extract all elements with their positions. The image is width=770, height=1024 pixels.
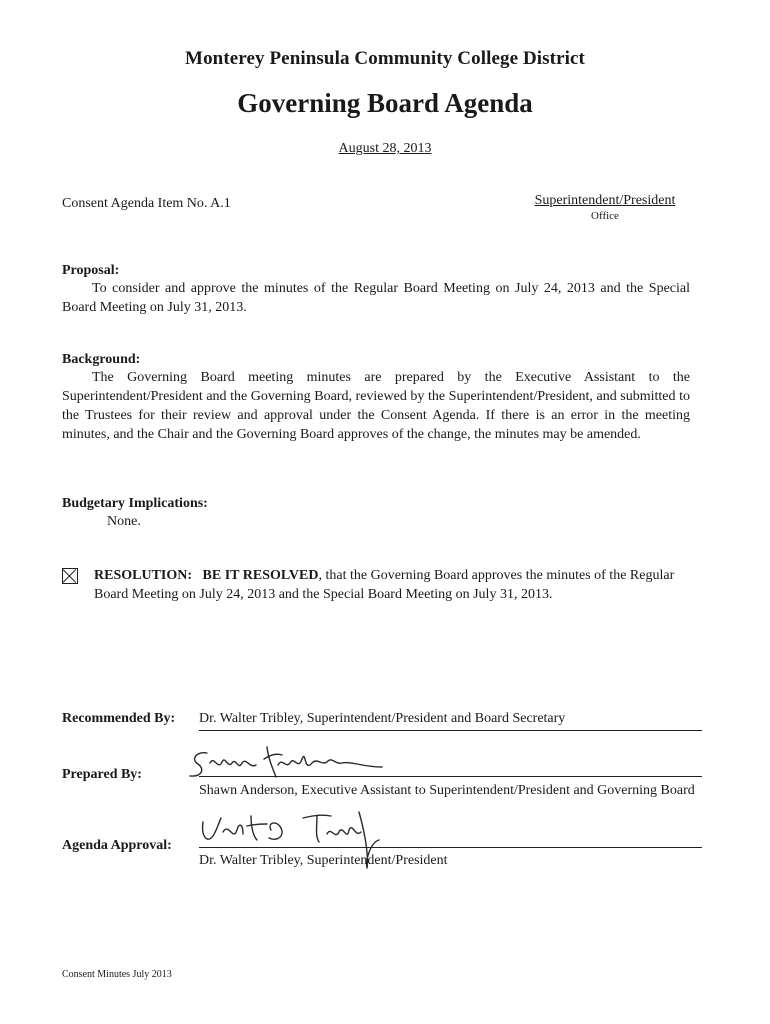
footer-note: Consent Minutes July 2013: [62, 969, 172, 980]
recommended-row: [62, 711, 702, 735]
prepared-name: Shawn Anderson, Executive Assistant to Superintendent/President and Governing Board: [199, 783, 695, 798]
prepared-line: [199, 745, 702, 777]
resolution-label: RESOLUTION:: [94, 568, 193, 583]
page-title: Governing Board Agenda: [237, 88, 533, 118]
recommended-line: [199, 711, 702, 731]
background-heading: Background:: [62, 352, 141, 367]
prepared-row: [62, 745, 702, 805]
resolution-checkbox[interactable]: [62, 568, 78, 584]
budget-text: None.: [107, 514, 141, 529]
approval-row: [62, 812, 702, 872]
district-name: Monterey Peninsula Community College District: [185, 48, 585, 69]
budget-heading: Budgetary Implications:: [62, 496, 208, 511]
office-name: Superintendent/President: [534, 193, 676, 208]
resolution-section: [62, 566, 690, 604]
prepared-label: Prepared By:: [62, 767, 142, 782]
resolution-body: , that the Governing Board approves the minutes of the Regular Board Meeting on July 24, 2013 and the Special Board Meeting on July 31, 2013.: [94, 568, 675, 602]
approval-label: Agenda Approval:: [62, 838, 172, 853]
office-label: Office: [591, 210, 619, 222]
proposal-section: [62, 263, 690, 317]
resolution-lead: BE IT RESOLVED: [202, 568, 319, 583]
budget-section: [62, 496, 690, 531]
proposal-text: To consider and approve the minutes of the Regular Board Meeting on July 24, 2013 and the Special Board Meeting on July 31, 2013.: [62, 281, 690, 315]
agenda-date: August 28, 2013: [338, 141, 432, 156]
proposal-heading: Proposal:: [62, 263, 120, 278]
recommended-name: Dr. Walter Tribley, Superintendent/President and Board Secretary: [199, 711, 566, 726]
resolution-text: [94, 566, 690, 604]
approval-name: Dr. Walter Tribley, Superintendent/President: [199, 853, 448, 868]
background-text: The Governing Board meeting minutes are prepared by the Executive Assistant to the Superintendent/President and the Governing Board, reviewed by the Superintendent/President, and submitted to the Trustees for their review and approval under the Consent Agenda. If there is an error in the meeting minutes, and the Chair and the Governing Board approves of the change, the minutes may be amended.: [62, 370, 690, 442]
background-section: [62, 352, 690, 444]
office-block: [500, 193, 710, 222]
recommended-label: Recommended By:: [62, 711, 176, 726]
consent-item-number: Consent Agenda Item No. A.1: [62, 196, 231, 211]
approval-line: [199, 812, 702, 848]
